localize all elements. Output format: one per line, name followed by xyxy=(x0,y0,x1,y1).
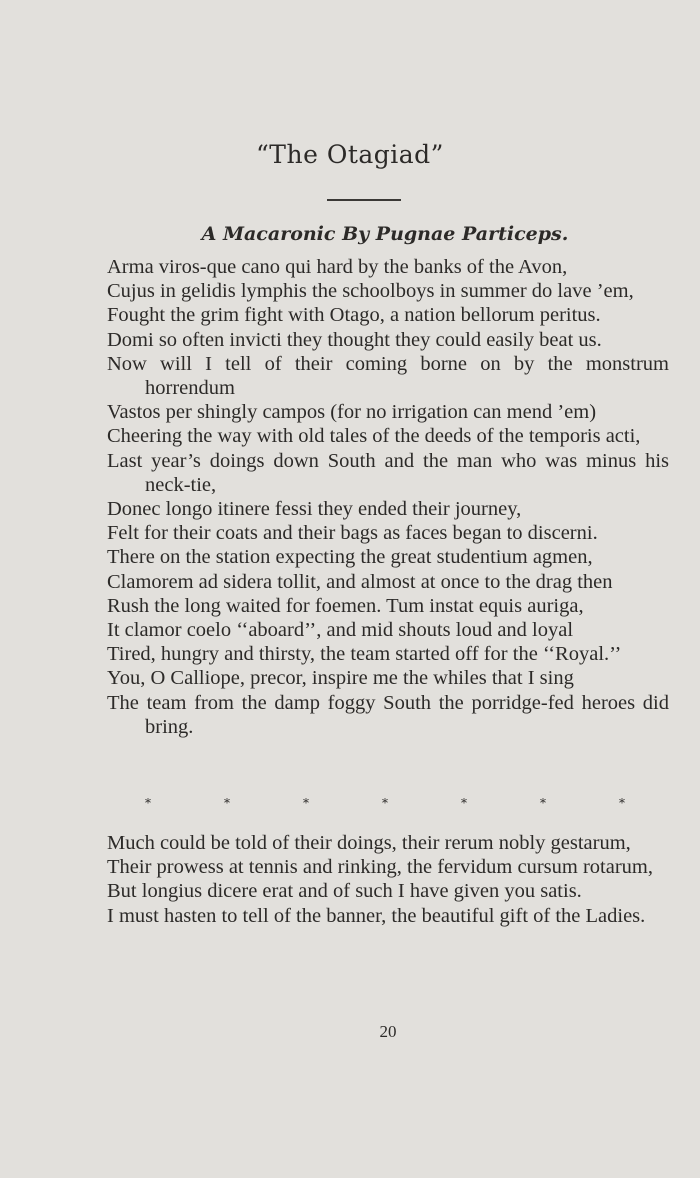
verse-line: Tired, hungry and thirsty, the team started off for the ‘‘Royal.’’ xyxy=(107,643,622,666)
verse-line: Domi so often invicti they thought they could easily beat us. xyxy=(107,328,602,351)
verse-line: Much could be told of their doings, their rerum nobly gestarum, xyxy=(107,832,631,854)
verse-line: Cujus in gelidis lymphis the schoolboys in summer do lave ’em, xyxy=(107,280,634,303)
verse-line: Now will I tell of their coming borne on by the monstrum horrendum xyxy=(107,352,669,400)
verse-line: Arma viros-que cano qui hard by the banks of the Avon, xyxy=(107,256,568,278)
verse-line: Their prowess at tennis and rinking, the fervidum cursum rotarum, xyxy=(107,856,653,879)
separator-star: * xyxy=(224,796,230,810)
page-number: 20 xyxy=(379,1022,397,1041)
separator-star: * xyxy=(619,796,625,810)
verse-line: I must hasten to tell of the banner, the beautiful gift of the Ladies. xyxy=(107,904,646,927)
verse-line: Last year’s doings down South and the man who was minus his neck-tie, xyxy=(107,449,669,496)
separator-star: * xyxy=(303,796,309,810)
verse-line: Cheering the way with old tales of the deeds of the temporis acti, xyxy=(107,425,641,448)
separator-star: * xyxy=(145,796,151,810)
verse-line: Felt for their coats and their bags as faces began to discerni. xyxy=(107,522,598,545)
stanza-1 xyxy=(107,255,669,739)
separator-star: * xyxy=(540,796,546,810)
verse-line: Vastos per shingly campos (for no irrigation can mend ’em) xyxy=(107,401,597,424)
section-separator xyxy=(145,796,625,810)
verse-line: Rush the long waited for foemen. Tum instat equis auriga, xyxy=(107,594,584,617)
verse-line: You, O Calliope, precor, inspire me the whiles that I sing xyxy=(107,667,574,690)
stanza-2 xyxy=(107,831,669,928)
verse-line: It clamor coelo ‘‘aboard’’, and mid shouts loud and loyal xyxy=(107,619,574,642)
separator-star: * xyxy=(382,796,388,810)
verse-line: Donec longo itinere fessi they ended their journey, xyxy=(107,498,522,521)
poem-subtitle: A Macaronic By Pugnae Particeps. xyxy=(201,223,569,245)
verse-line: The team from the damp foggy South the porridge-fed heroes did bring. xyxy=(107,691,669,738)
verse-line: There on the station expecting the great studentium agmen, xyxy=(107,546,593,569)
title-rule xyxy=(327,199,401,201)
verse-line: But longius dicere erat and of such I have given you satis. xyxy=(107,880,582,903)
verse-line: Fought the grim fight with Otago, a nation bellorum peritus. xyxy=(107,304,601,327)
verse-line: Clamorem ad sidera tollit, and almost at once to the drag then xyxy=(107,570,613,593)
separator-star: * xyxy=(461,796,467,810)
poem-title: “The Otagiad” xyxy=(256,140,444,169)
